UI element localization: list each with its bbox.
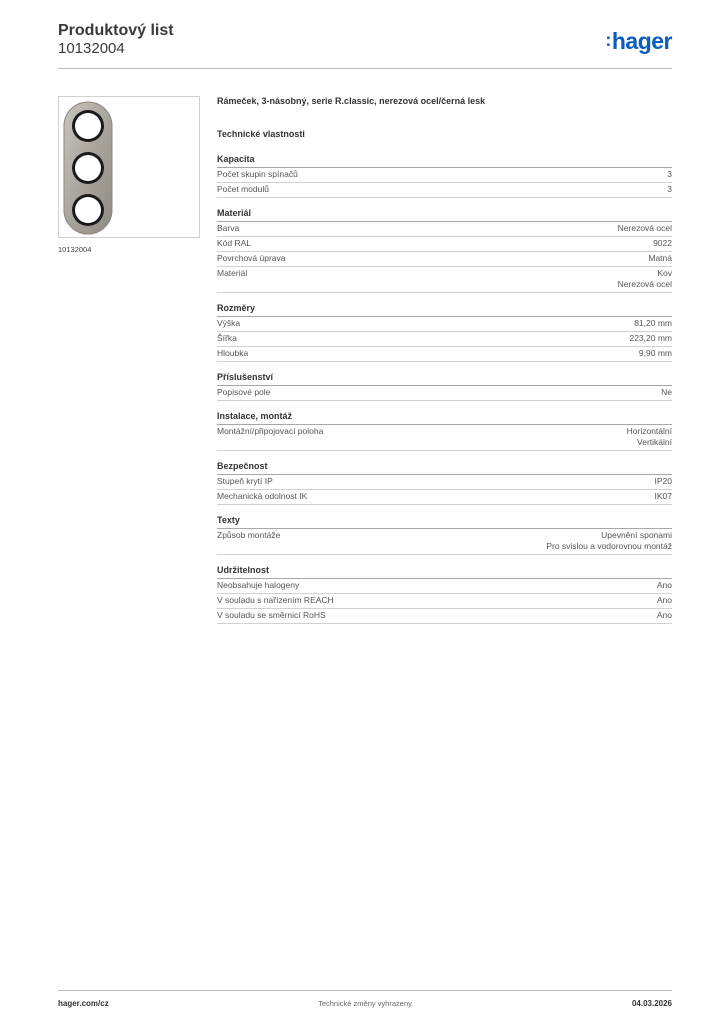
- document-title: Produktový list: [58, 22, 174, 39]
- spec-row: [217, 237, 672, 252]
- spec-row: [217, 490, 672, 505]
- spec-value-line: Nerezová ocel: [617, 223, 672, 233]
- spec-label: Výška: [217, 318, 241, 328]
- spec-row: [217, 168, 672, 183]
- spec-value: [648, 253, 672, 264]
- spec-label: Mechanická odolnost IK: [217, 491, 308, 501]
- technical-properties-heading: Technické vlastnosti: [217, 129, 305, 139]
- section-title: Instalace, montáž: [217, 411, 672, 425]
- spec-section: [217, 154, 672, 198]
- spec-row: [217, 347, 672, 362]
- spec-value-line: Ano: [656, 610, 672, 620]
- spec-value: [661, 387, 672, 398]
- spec-section: [217, 372, 672, 401]
- spec-value: [667, 169, 672, 180]
- spec-value-line: Ano: [656, 595, 672, 605]
- spec-label: Počet skupin spínačů: [217, 169, 298, 179]
- page-header: [58, 22, 672, 68]
- spec-value-line: Horizontální: [626, 426, 672, 436]
- spec-row: [217, 183, 672, 198]
- spec-value: [655, 476, 673, 487]
- spec-value-line: IP20: [654, 476, 672, 486]
- spec-value-line: Matná: [648, 253, 672, 263]
- spec-value-line: Ne: [661, 387, 672, 397]
- spec-value-line: 223,20 mm: [629, 333, 672, 343]
- spec-label: Kód RAL: [217, 238, 252, 248]
- spec-label: Materiál: [217, 268, 248, 278]
- spec-label: Barva: [217, 223, 240, 233]
- spec-label: V souladu s nařízením REACH: [217, 595, 334, 605]
- logo-text: hager: [611, 28, 672, 54]
- section-title: Materiál: [217, 208, 672, 222]
- spec-label: Neobsahuje halogeny: [217, 580, 300, 590]
- spec-value-line: 9,90 mm: [638, 348, 672, 358]
- header-divider: [58, 68, 672, 69]
- spec-section: [217, 461, 672, 505]
- spec-value: [657, 610, 672, 621]
- spec-value-line: Upevnění sponami: [601, 530, 672, 540]
- spec-label: Způsob montáže: [217, 530, 281, 540]
- spec-label: Šířka: [217, 333, 237, 343]
- spec-row: [217, 267, 672, 293]
- spec-row: [217, 332, 672, 347]
- spec-value: [657, 580, 672, 591]
- section-title: Rozměry: [217, 303, 672, 317]
- spec-label: Montážní/připojovací poloha: [217, 426, 324, 436]
- spec-value-line: 81,20 mm: [634, 318, 672, 328]
- spec-value: [627, 426, 672, 448]
- page-footer: [58, 990, 672, 1008]
- spec-value: [653, 238, 672, 249]
- spec-value: [546, 530, 672, 552]
- footer-date: 04.03.2026: [631, 999, 672, 1008]
- logo-colon-icon: :: [605, 30, 611, 50]
- spec-row: [217, 529, 672, 555]
- footer-notice: Technické změny vyhrazeny: [318, 999, 412, 1008]
- spec-row: [217, 425, 672, 451]
- spec-value-line: 3: [667, 184, 672, 194]
- document-number: 10132004: [58, 40, 125, 57]
- spec-section: [217, 515, 672, 555]
- image-caption: 10132004: [58, 245, 92, 254]
- spec-label: Stupeň krytí IP: [217, 476, 273, 486]
- spec-value: [634, 318, 672, 329]
- product-name: Rámeček, 3-násobný, serie R.classic, nerezová ocel/černá lesk: [217, 96, 486, 106]
- spec-value-line: Ano: [656, 580, 672, 590]
- spec-row: [217, 252, 672, 267]
- spec-value-line: Pro svislou a vodorovnou montáž: [546, 541, 672, 551]
- spec-label: V souladu se směrnicí RoHS: [217, 610, 326, 620]
- section-title: Příslušenství: [217, 372, 672, 386]
- spec-label: Popisové pole: [217, 387, 271, 397]
- section-title: Bezpečnost: [217, 461, 672, 475]
- spec-value-line: 9022: [653, 238, 672, 248]
- spec-value: [667, 184, 672, 195]
- spec-row: [217, 594, 672, 609]
- spec-value-line: 3: [667, 169, 672, 179]
- spec-section: [217, 411, 672, 451]
- spec-label: Povrchová úprava: [217, 253, 286, 263]
- spec-value: [657, 595, 672, 606]
- spec-section: [217, 303, 672, 362]
- spec-row: [217, 609, 672, 624]
- spec-value: [629, 333, 672, 344]
- spec-section: [217, 565, 672, 624]
- spec-value-line: Nerezová ocel: [617, 279, 672, 289]
- spec-row: [217, 222, 672, 237]
- footer-website: hager.com/cz: [58, 999, 109, 1008]
- spec-label: Hloubka: [217, 348, 249, 358]
- spec-label: Počet modulů: [217, 184, 269, 194]
- section-title: Texty: [217, 515, 672, 529]
- spec-value: [639, 348, 672, 359]
- spec-row: [217, 386, 672, 401]
- product-content: [217, 96, 672, 624]
- spec-sections: [217, 154, 672, 624]
- spec-row: [217, 579, 672, 594]
- hager-logo: [605, 28, 672, 55]
- product-image: [58, 96, 200, 238]
- spec-value: [655, 491, 673, 502]
- spec-row: [217, 317, 672, 332]
- spec-value-line: IK07: [654, 491, 672, 501]
- spec-value: [618, 223, 672, 234]
- section-title: Udržitelnost: [217, 565, 672, 579]
- spec-section: [217, 208, 672, 293]
- triple-frame-icon: [59, 97, 201, 239]
- spec-row: [217, 475, 672, 490]
- spec-value-line: Vertikální: [637, 437, 672, 447]
- spec-value-line: Kov: [657, 268, 672, 278]
- spec-value: [618, 268, 672, 290]
- section-title: Kapacita: [217, 154, 672, 168]
